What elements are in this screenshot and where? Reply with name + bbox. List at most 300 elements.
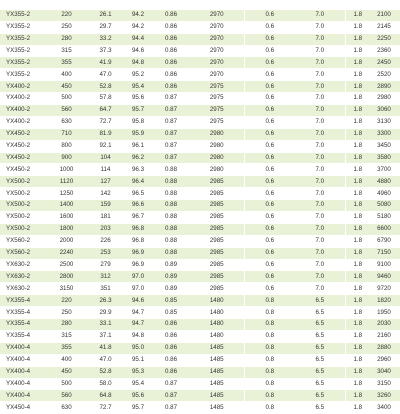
cell-current-ratio: 7.0 <box>295 235 345 247</box>
table-row <box>0 271 400 283</box>
cell-speed: 2975 <box>190 116 244 128</box>
cell-efficiency: 95.3 <box>124 366 152 378</box>
cell-current-ratio: 6.5 <box>295 330 345 342</box>
table-row <box>0 105 400 117</box>
cell-power: 400 <box>46 354 87 366</box>
cell-power: 280 <box>46 33 87 45</box>
cell-current-ratio: 7.0 <box>295 283 345 295</box>
cell-efficiency: 95.6 <box>124 93 152 105</box>
cell-model: YX500-2 <box>0 223 46 235</box>
cell-max-torque: 1.8 <box>345 378 370 390</box>
cell-current-ratio: 7.0 <box>295 200 345 212</box>
table-row <box>0 140 400 152</box>
cell-current: 29.9 <box>87 307 124 319</box>
cell-power: 1250 <box>46 188 87 200</box>
cell-model: YX355-2 <box>0 69 46 81</box>
cell-power: 400 <box>46 69 87 81</box>
cell-efficiency: 94.2 <box>124 21 152 33</box>
cell-efficiency: 94.7 <box>124 307 152 319</box>
cell-current: 64.7 <box>87 105 124 117</box>
cell-max-torque: 1.8 <box>345 295 370 307</box>
cell-power: 220 <box>46 9 87 21</box>
cell-current: 41.9 <box>87 57 124 69</box>
cell-current-ratio: 7.0 <box>295 69 345 81</box>
cell-power: 1000 <box>46 164 87 176</box>
cell-speed: 1480 <box>190 307 244 319</box>
cell-weight: 2160 <box>370 330 400 342</box>
cell-power-factor: 0.88 <box>152 223 190 235</box>
cell-max-torque: 1.8 <box>345 235 370 247</box>
cell-torque-ratio: 0.6 <box>244 235 295 247</box>
table-row <box>0 354 400 366</box>
table-row <box>0 200 400 212</box>
cell-model: YX630-2 <box>0 283 46 295</box>
cell-model: YX355-2 <box>0 9 46 21</box>
cell-max-torque: 1.8 <box>345 81 370 93</box>
cell-power-factor: 0.89 <box>152 283 190 295</box>
cell-max-torque: 1.8 <box>345 152 370 164</box>
cell-max-torque: 1.8 <box>345 319 370 331</box>
cell-max-torque: 1.8 <box>345 212 370 224</box>
cell-model: YX355-2 <box>0 45 46 57</box>
cell-power-factor: 0.86 <box>152 342 190 354</box>
cell-max-torque: 1.8 <box>345 259 370 271</box>
cell-weight: 3400 <box>370 402 400 414</box>
cell-power: 355 <box>46 342 87 354</box>
cell-efficiency: 94.8 <box>124 57 152 69</box>
table-row <box>0 69 400 81</box>
cell-model: YX400-4 <box>0 366 46 378</box>
cell-power <box>46 0 87 9</box>
cell-model: YX355-4 <box>0 330 46 342</box>
cell-max-torque: 1.8 <box>345 223 370 235</box>
cell-speed: 2985 <box>190 283 244 295</box>
cell-power-factor: 0.88 <box>152 235 190 247</box>
cell-current: 41.8 <box>87 342 124 354</box>
cell-power: 2000 <box>46 235 87 247</box>
cell-power-factor: 0.88 <box>152 188 190 200</box>
cell-power: 250 <box>46 21 87 33</box>
cell-speed: 1480 <box>190 319 244 331</box>
cell-current: 279 <box>87 259 124 271</box>
cell-max-torque: 1.8 <box>345 116 370 128</box>
cell-weight <box>370 0 400 9</box>
cell-power: 2800 <box>46 271 87 283</box>
cell-power-factor: 0.87 <box>152 390 190 402</box>
cell-efficiency: 96.9 <box>124 247 152 259</box>
cell-power: 630 <box>46 116 87 128</box>
cell-speed: 1480 <box>190 330 244 342</box>
cell-weight: 9100 <box>370 259 400 271</box>
cell-speed: 2970 <box>190 69 244 81</box>
cell-torque-ratio: 0.6 <box>244 212 295 224</box>
cell-model: YX500-2 <box>0 200 46 212</box>
cell-current-ratio: 7.0 <box>295 9 345 21</box>
cell-current: 81.9 <box>87 128 124 140</box>
cell-current-ratio: 6.5 <box>295 319 345 331</box>
cell-torque-ratio: 0.6 <box>244 176 295 188</box>
cell-torque-ratio: 0.6 <box>244 45 295 57</box>
cell-current-ratio: 6.5 <box>295 378 345 390</box>
cell-power-factor: 0.86 <box>152 33 190 45</box>
cell-weight: 9460 <box>370 271 400 283</box>
cell-power: 220 <box>46 295 87 307</box>
cell-power-factor: 0.88 <box>152 200 190 212</box>
cell-model: YX355-4 <box>0 307 46 319</box>
cell-power: 450 <box>46 81 87 93</box>
cell-power: 1600 <box>46 212 87 224</box>
cell-speed: 2980 <box>190 140 244 152</box>
cell-efficiency: 96.1 <box>124 140 152 152</box>
cell-current: 33.1 <box>87 319 124 331</box>
cell-efficiency: 95.2 <box>124 69 152 81</box>
cell-speed: 1485 <box>190 402 244 414</box>
cell-max-torque: 1.8 <box>345 105 370 117</box>
cell-max-torque: 1.8 <box>345 21 370 33</box>
cell-power: 1400 <box>46 200 87 212</box>
cell-current: 64.8 <box>87 390 124 402</box>
cell-current-ratio: 7.0 <box>295 21 345 33</box>
cell-power-factor: 0.88 <box>152 176 190 188</box>
cell-torque-ratio: 0.8 <box>244 354 295 366</box>
table-row <box>0 247 400 259</box>
cell-current-ratio: 6.5 <box>295 390 345 402</box>
cell-model: YX400-4 <box>0 354 46 366</box>
table-row <box>0 128 400 140</box>
cell-max-torque: 1.8 <box>345 283 370 295</box>
cell-torque-ratio: 0.8 <box>244 378 295 390</box>
cell-current-ratio: 7.0 <box>295 247 345 259</box>
cell-weight: 1950 <box>370 307 400 319</box>
cell-current-ratio: 7.0 <box>295 176 345 188</box>
cell-max-torque: 1.8 <box>345 9 370 21</box>
cell-model: YX450-4 <box>0 402 46 414</box>
cell-torque-ratio: 0.6 <box>244 283 295 295</box>
cell-torque-ratio: 0.6 <box>244 69 295 81</box>
cell-weight: 3260 <box>370 390 400 402</box>
cell-torque-ratio: 0.6 <box>244 21 295 33</box>
cell-weight: 5080 <box>370 200 400 212</box>
cell-model: YX560-2 <box>0 235 46 247</box>
cell-current-ratio: 7.0 <box>295 140 345 152</box>
cell-speed: 2985 <box>190 223 244 235</box>
cell-efficiency: 94.2 <box>124 9 152 21</box>
cell-current-ratio: 7.0 <box>295 57 345 69</box>
cell-power: 900 <box>46 152 87 164</box>
cell-speed: 2980 <box>190 164 244 176</box>
cell-speed: 1480 <box>190 295 244 307</box>
cell-current: 26.1 <box>87 9 124 21</box>
cell-current: 181 <box>87 212 124 224</box>
cell-speed: 1485 <box>190 354 244 366</box>
cell-max-torque: 1.8 <box>345 176 370 188</box>
cell-current: 253 <box>87 247 124 259</box>
cell-current: 58.0 <box>87 378 124 390</box>
cell-current: 29.7 <box>87 21 124 33</box>
cell-power: 355 <box>46 57 87 69</box>
table-row <box>0 259 400 271</box>
cell-current <box>87 0 124 9</box>
cell-weight: 2250 <box>370 33 400 45</box>
cell-current: 104 <box>87 152 124 164</box>
cell-power-factor: 0.87 <box>152 140 190 152</box>
cell-efficiency: 95.7 <box>124 105 152 117</box>
cell-efficiency: 97.0 <box>124 283 152 295</box>
cell-current: 114 <box>87 164 124 176</box>
cell-model: YX560-2 <box>0 247 46 259</box>
cell-current-ratio: 6.5 <box>295 402 345 414</box>
cell-current: 142 <box>87 188 124 200</box>
cell-model: YX450-2 <box>0 140 46 152</box>
cell-model: YX450-2 <box>0 152 46 164</box>
cell-model: YX500-2 <box>0 188 46 200</box>
cell-torque-ratio: 0.8 <box>244 342 295 354</box>
cell-max-torque: 1.8 <box>345 307 370 319</box>
cell-model: YX400-4 <box>0 378 46 390</box>
cell-max-torque: 1.8 <box>345 354 370 366</box>
cell-speed: 2970 <box>190 21 244 33</box>
cell-torque-ratio: 0.6 <box>244 140 295 152</box>
table-row <box>0 235 400 247</box>
cell-weight: 2100 <box>370 9 400 21</box>
cell-max-torque: 1.8 <box>345 271 370 283</box>
cell-current: 72.7 <box>87 402 124 414</box>
cell-speed: 2985 <box>190 188 244 200</box>
cell-power: 315 <box>46 330 87 342</box>
table-row <box>0 93 400 105</box>
cell-power-factor: 0.86 <box>152 330 190 342</box>
cell-max-torque: 1.8 <box>345 342 370 354</box>
cell-current-ratio: 7.0 <box>295 271 345 283</box>
table-row <box>0 81 400 93</box>
cell-model: YX355-2 <box>0 21 46 33</box>
cell-efficiency: 94.8 <box>124 330 152 342</box>
cell-speed: 2985 <box>190 200 244 212</box>
table-row <box>0 188 400 200</box>
cell-model: YX630-2 <box>0 271 46 283</box>
cell-torque-ratio: 0.8 <box>244 402 295 414</box>
table-row <box>0 152 400 164</box>
cell-weight: 3060 <box>370 105 400 117</box>
cell-weight: 3130 <box>370 116 400 128</box>
cell-model: YX355-4 <box>0 319 46 331</box>
cell-torque-ratio: 0.6 <box>244 128 295 140</box>
cell-model: YX355-2 <box>0 33 46 45</box>
cell-power: 2500 <box>46 259 87 271</box>
cell-max-torque: 1.8 <box>345 128 370 140</box>
cell-weight: 2880 <box>370 342 400 354</box>
table-row <box>0 378 400 390</box>
cell-efficiency: 95.1 <box>124 354 152 366</box>
cell-max-torque: 1.8 <box>345 188 370 200</box>
cell-power-factor: 0.87 <box>152 402 190 414</box>
cell-power-factor: 0.86 <box>152 9 190 21</box>
cell-power: 500 <box>46 378 87 390</box>
table-row <box>0 21 400 33</box>
cell-efficiency: 94.6 <box>124 295 152 307</box>
cell-power-factor: 0.87 <box>152 116 190 128</box>
cell-current: 33.2 <box>87 33 124 45</box>
cell-speed: 2970 <box>190 57 244 69</box>
cell-speed: 2975 <box>190 81 244 93</box>
cell-torque-ratio: 0.6 <box>244 188 295 200</box>
cell-speed: 2985 <box>190 176 244 188</box>
cell-weight: 3580 <box>370 152 400 164</box>
cell-efficiency: 96.8 <box>124 223 152 235</box>
cell-power-factor: 0.86 <box>152 21 190 33</box>
cell-speed: 2980 <box>190 152 244 164</box>
cell-current-ratio: 6.5 <box>295 307 345 319</box>
cell-power: 630 <box>46 402 87 414</box>
cell-torque-ratio: 0.6 <box>244 93 295 105</box>
cell-speed: 2975 <box>190 93 244 105</box>
table-row <box>0 223 400 235</box>
cell-efficiency: 95.8 <box>124 116 152 128</box>
cell-power: 2240 <box>46 247 87 259</box>
cell-current-ratio: 7.0 <box>295 259 345 271</box>
cell-model: YX500-2 <box>0 212 46 224</box>
cell-torque-ratio: 0.8 <box>244 295 295 307</box>
cell-model: YX450-2 <box>0 128 46 140</box>
cell-current: 226 <box>87 235 124 247</box>
cell-efficiency: 94.4 <box>124 33 152 45</box>
cell-current: 26.3 <box>87 295 124 307</box>
cell-weight: 7150 <box>370 247 400 259</box>
cell-max-torque <box>345 0 370 9</box>
table-row <box>0 366 400 378</box>
cell-current-ratio: 7.0 <box>295 212 345 224</box>
cell-power: 560 <box>46 105 87 117</box>
cell-torque-ratio: 0.6 <box>244 81 295 93</box>
table-row <box>0 212 400 224</box>
cell-power-factor: 0.87 <box>152 378 190 390</box>
cell-current-ratio: 7.0 <box>295 128 345 140</box>
cell-weight: 2030 <box>370 319 400 331</box>
cell-torque-ratio: 0.8 <box>244 307 295 319</box>
cell-model: YX500-2 <box>0 176 46 188</box>
cell-model: YX355-2 <box>0 57 46 69</box>
cell-weight: 4960 <box>370 188 400 200</box>
table-row <box>0 0 400 9</box>
cell-efficiency: 95.9 <box>124 128 152 140</box>
cell-power-factor: 0.87 <box>152 152 190 164</box>
cell-power-factor: 0.86 <box>152 366 190 378</box>
cell-efficiency: 96.7 <box>124 212 152 224</box>
cell-speed: 2985 <box>190 259 244 271</box>
cell-weight: 1820 <box>370 295 400 307</box>
cell-torque-ratio: 0.6 <box>244 247 295 259</box>
cell-efficiency: 96.5 <box>124 188 152 200</box>
table-row <box>0 57 400 69</box>
cell-power: 450 <box>46 366 87 378</box>
cell-max-torque: 1.8 <box>345 45 370 57</box>
table-row <box>0 330 400 342</box>
cell-current-ratio: 7.0 <box>295 45 345 57</box>
table-row <box>0 176 400 188</box>
cell-power: 560 <box>46 390 87 402</box>
cell-current: 203 <box>87 223 124 235</box>
cell-current-ratio: 7.0 <box>295 33 345 45</box>
cell-max-torque: 1.8 <box>345 247 370 259</box>
cell-power-factor: 0.87 <box>152 128 190 140</box>
cell-power-factor: 0.86 <box>152 69 190 81</box>
cell-weight: 5180 <box>370 212 400 224</box>
cell-weight: 6790 <box>370 235 400 247</box>
table-row <box>0 45 400 57</box>
cell-torque-ratio <box>244 0 295 9</box>
cell-power-factor: 0.89 <box>152 271 190 283</box>
cell-max-torque: 1.8 <box>345 402 370 414</box>
cell-current-ratio: 7.0 <box>295 164 345 176</box>
cell-speed: 1485 <box>190 390 244 402</box>
cell-weight: 2890 <box>370 81 400 93</box>
cell-torque-ratio: 0.8 <box>244 390 295 402</box>
cell-weight: 9720 <box>370 283 400 295</box>
table-row <box>0 307 400 319</box>
cell-model: YX400-2 <box>0 105 46 117</box>
table-row <box>0 283 400 295</box>
cell-power: 250 <box>46 307 87 319</box>
cell-torque-ratio: 0.6 <box>244 105 295 117</box>
cell-current-ratio: 7.0 <box>295 105 345 117</box>
cell-speed: 2985 <box>190 247 244 259</box>
cell-weight: 6600 <box>370 223 400 235</box>
cell-power-factor: 0.88 <box>152 212 190 224</box>
cell-efficiency: 97.0 <box>124 271 152 283</box>
cell-speed: 2985 <box>190 212 244 224</box>
cell-model: YX400-4 <box>0 342 46 354</box>
cell-max-torque: 1.8 <box>345 390 370 402</box>
cell-weight: 2450 <box>370 57 400 69</box>
cell-current-ratio <box>295 0 345 9</box>
cell-power: 1120 <box>46 176 87 188</box>
cell-speed: 2985 <box>190 271 244 283</box>
cell-current-ratio: 7.0 <box>295 188 345 200</box>
cell-efficiency: 96.2 <box>124 152 152 164</box>
cell-current: 312 <box>87 271 124 283</box>
cell-max-torque: 1.8 <box>345 93 370 105</box>
table-row <box>0 295 400 307</box>
cell-weight: 4880 <box>370 176 400 188</box>
cell-weight: 3300 <box>370 128 400 140</box>
cell-current: 37.1 <box>87 330 124 342</box>
cell-current-ratio: 7.0 <box>295 116 345 128</box>
cell-speed: 2970 <box>190 45 244 57</box>
cell-power: 800 <box>46 140 87 152</box>
cell-power-factor: 0.88 <box>152 164 190 176</box>
cell-weight: 2960 <box>370 354 400 366</box>
cell-efficiency <box>124 0 152 9</box>
cell-current-ratio: 7.0 <box>295 223 345 235</box>
cell-speed: 2970 <box>190 9 244 21</box>
cell-power-factor: 0.89 <box>152 259 190 271</box>
table-row <box>0 33 400 45</box>
cell-torque-ratio: 0.6 <box>244 152 295 164</box>
table-row <box>0 164 400 176</box>
cell-current: 37.3 <box>87 45 124 57</box>
cell-current-ratio: 7.0 <box>295 93 345 105</box>
cell-model: YX400-2 <box>0 116 46 128</box>
cell-current: 52.8 <box>87 366 124 378</box>
cell-power: 1800 <box>46 223 87 235</box>
cell-model: YX400-2 <box>0 81 46 93</box>
cell-max-torque: 1.8 <box>345 140 370 152</box>
cell-current: 47.0 <box>87 69 124 81</box>
cell-efficiency: 96.4 <box>124 176 152 188</box>
cell-torque-ratio: 0.6 <box>244 223 295 235</box>
cell-current: 52.8 <box>87 81 124 93</box>
cell-power-factor: 0.86 <box>152 57 190 69</box>
